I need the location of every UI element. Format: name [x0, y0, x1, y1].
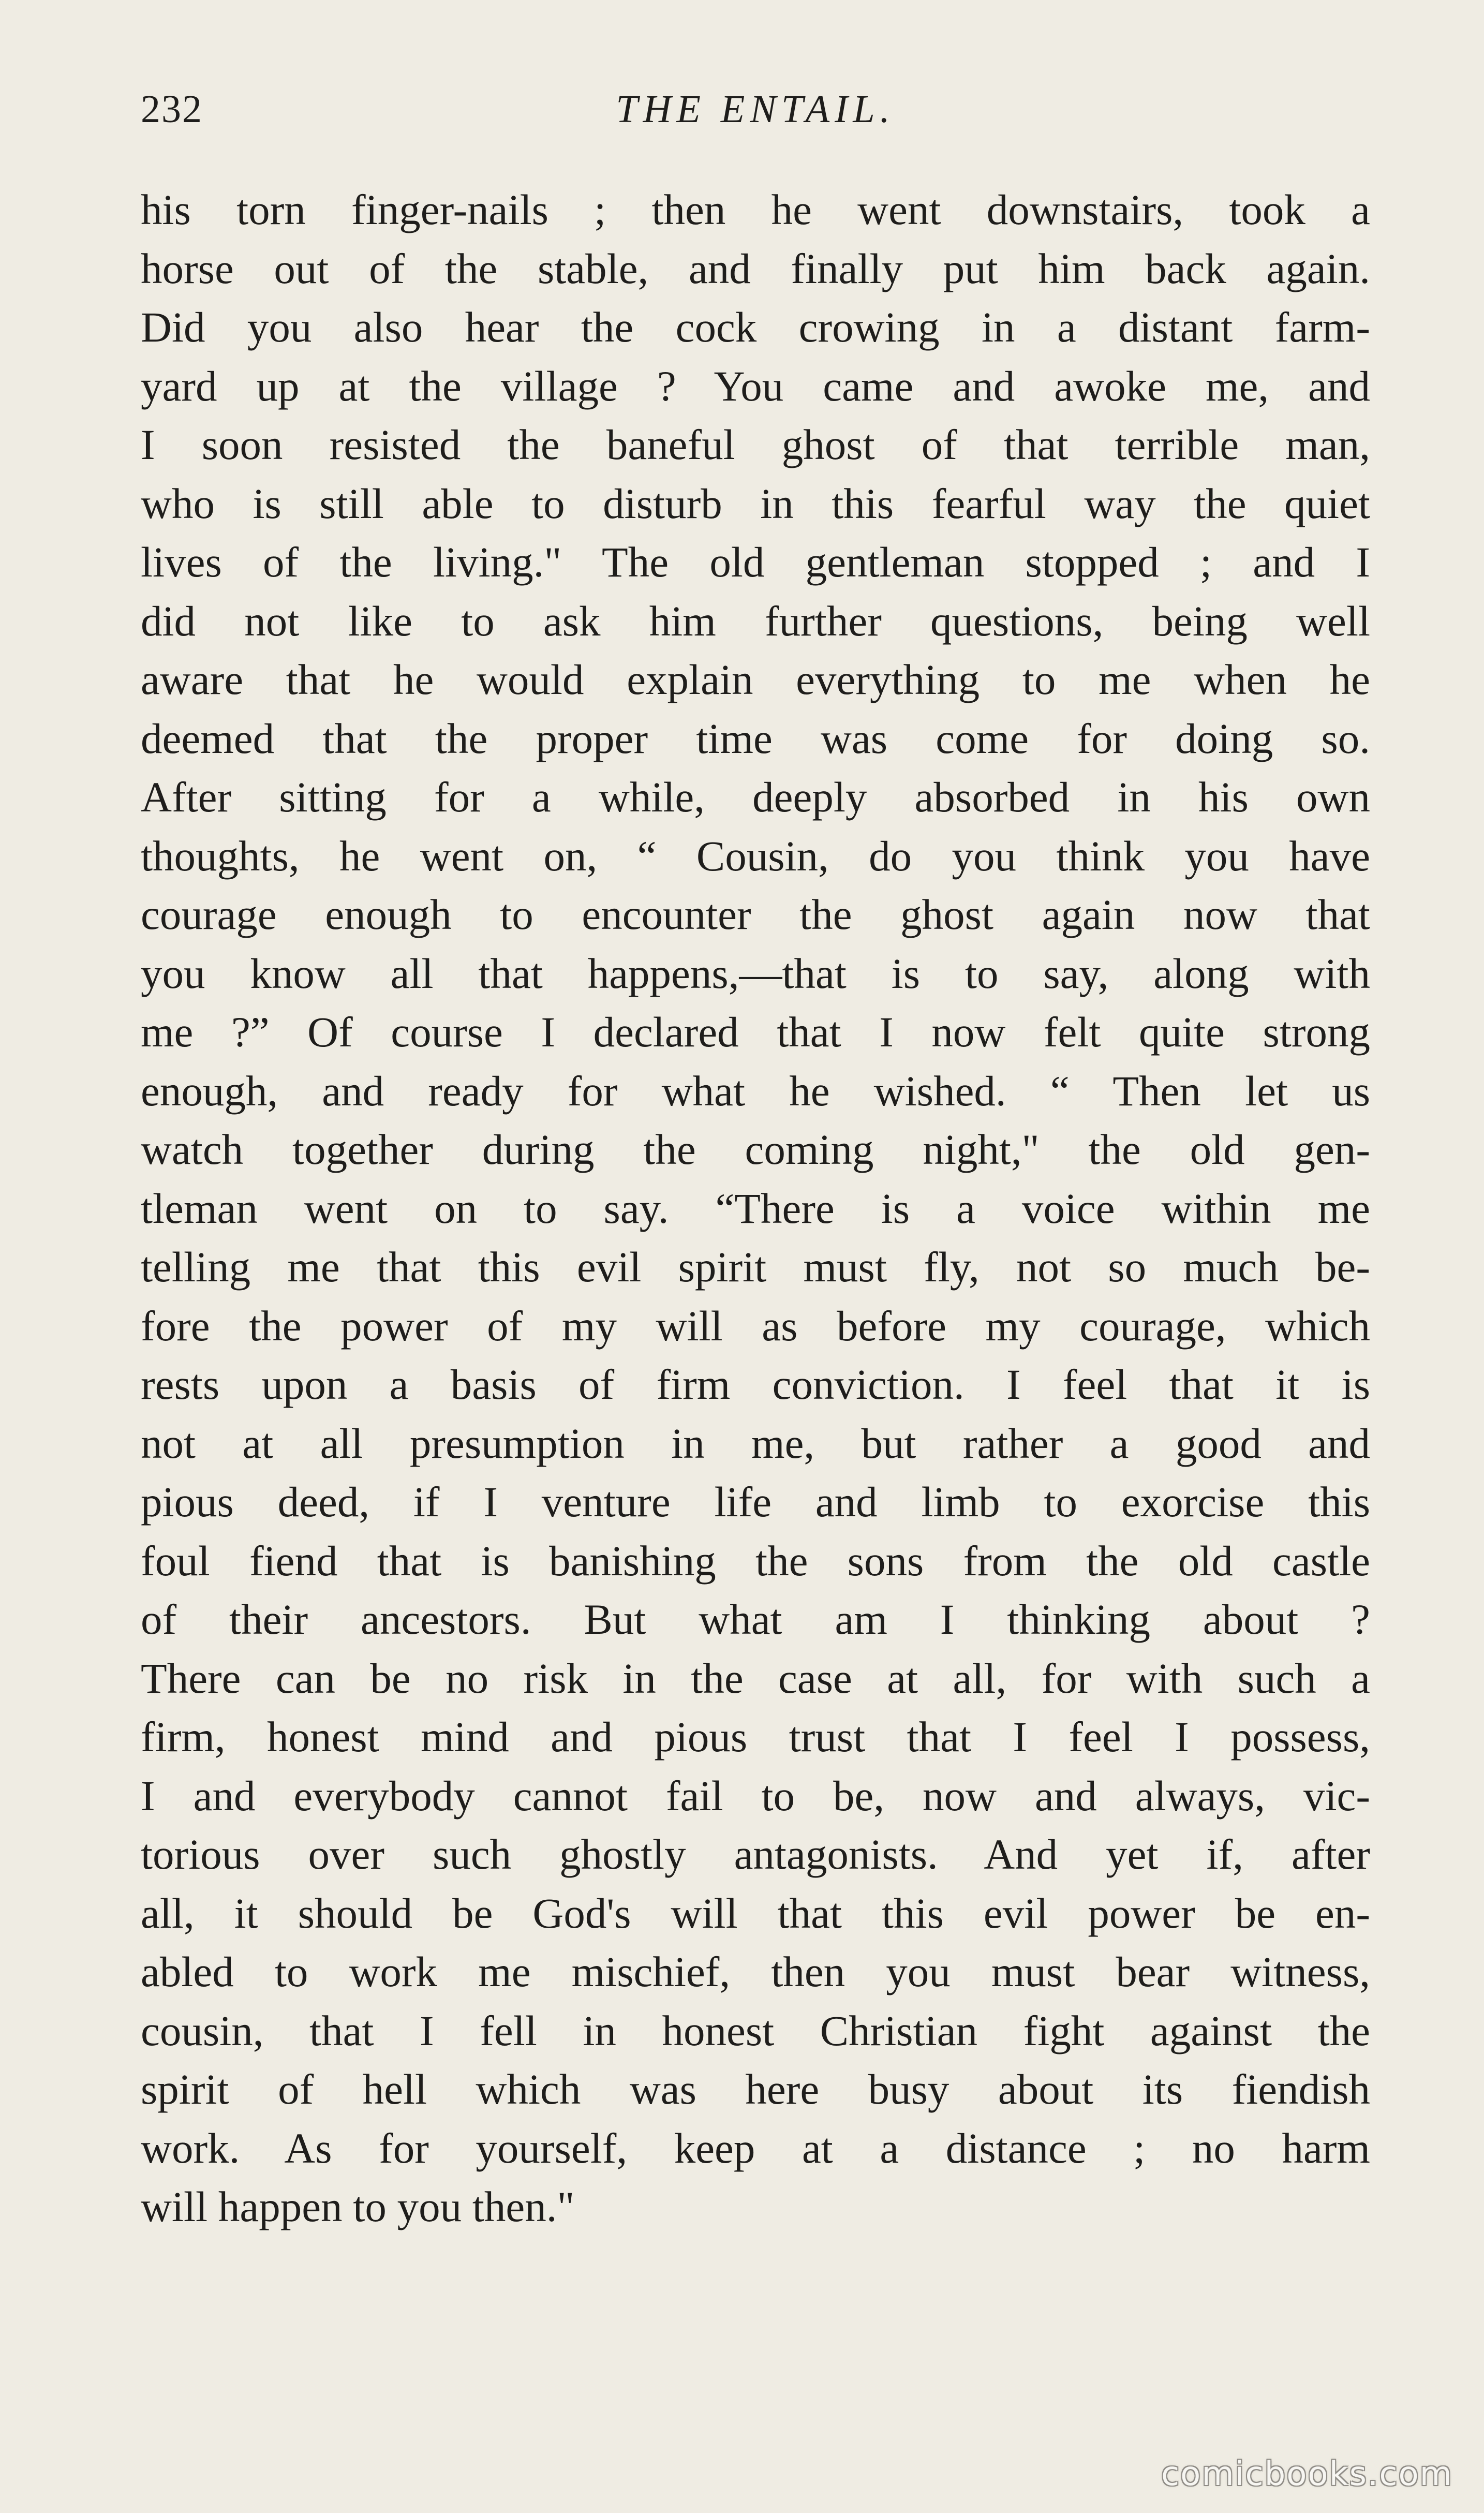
text-line: fore the power of my will as before my courage, which — [141, 1302, 1370, 1350]
text-line: tleman went on to say. “There is a voice within me — [141, 1184, 1370, 1232]
text-line: of their ancestors. But what am I thinking about ? — [141, 1595, 1370, 1643]
text-line: pious deed, if I venture life and limb to exorcise this — [141, 1478, 1370, 1526]
text-line: horse out of the stable, and finally put him back again. — [141, 244, 1370, 292]
text-line: thoughts, he went on, “ Cousin, do you think you have — [141, 832, 1370, 880]
text-line: cousin, that I fell in honest Christian fight against the — [141, 2006, 1370, 2054]
text-line: yard up at the village ? You came and awoke me, and — [141, 362, 1370, 410]
running-head — [141, 87, 1370, 144]
text-line: his torn finger-nails ; then he went downstairs, took a — [141, 186, 1370, 233]
text-line: torious over such ghostly antagonists. And yet if, after — [141, 1830, 1370, 1878]
text-line: spirit of hell which was here busy about its fiendish — [141, 2065, 1370, 2113]
text-line: deemed that the proper time was come for doing so. — [141, 714, 1370, 762]
text-line: foul fiend that is banishing the sons from the old castle — [141, 1536, 1370, 1585]
text-line: courage enough to encounter the ghost again now that — [141, 891, 1370, 938]
text-line: me ?” Of course I declared that I now felt quite strong — [141, 1008, 1370, 1056]
text-line: did not like to ask him further questions, being well — [141, 597, 1370, 645]
text-line: all, it should be God's will that this evil power be en- — [141, 1889, 1370, 1937]
running-title: THE ENTAIL. — [616, 87, 895, 131]
text-line: telling me that this evil spirit must fly, not so much be- — [141, 1243, 1370, 1291]
text-line: enough, and ready for what he wished. “ Then let us — [141, 1067, 1370, 1115]
text-line: you know all that happens,—that is to say, along with — [141, 949, 1370, 997]
text-line: There can be no risk in the case at all, for with such a — [141, 1654, 1370, 1702]
text-line-last: will happen to you then." — [141, 2183, 575, 2230]
page-number: 232 — [141, 87, 203, 131]
text-line: not at all presumption in me, but rather a good and — [141, 1419, 1370, 1467]
text-line: After sitting for a while, deeply absorbed in his own — [141, 773, 1370, 821]
watermark: comicbooks.com — [1161, 2455, 1453, 2493]
text-line: aware that he would explain everything to me when he — [141, 656, 1370, 703]
text-line: work. As for yourself, keep at a distance ; no harm — [141, 2124, 1370, 2172]
text-line: firm, honest mind and pious trust that I feel I possess, — [141, 1713, 1370, 1761]
text-line: abled to work me mischief, then you must bear witness, — [141, 1948, 1370, 1995]
text-line: rests upon a basis of firm conviction. I feel that it is — [141, 1361, 1370, 1408]
text-line: lives of the living." The old gentleman stopped ; and I — [141, 538, 1370, 586]
text-line: Did you also hear the cock crowing in a distant farm- — [141, 303, 1370, 351]
text-line: watch together during the coming night," the old gen- — [141, 1126, 1370, 1173]
text-line: I and everybody cannot fail to be, now and always, vic- — [141, 1771, 1370, 1820]
text-line: I soon resisted the baneful ghost of that terrible man, — [141, 421, 1370, 468]
text-line: who is still able to disturb in this fearful way the quiet — [141, 479, 1370, 527]
body-text — [141, 181, 1370, 2237]
